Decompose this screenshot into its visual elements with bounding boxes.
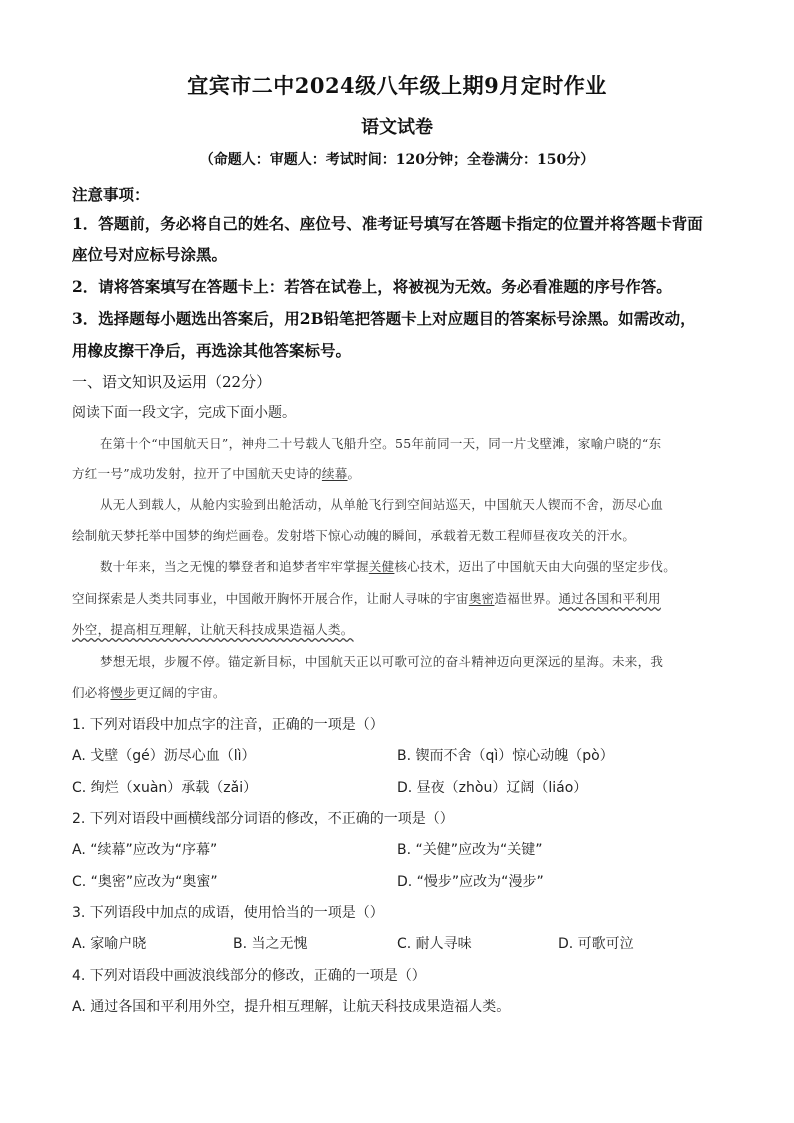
q2-option-c: C. “奥密”应改为“奥蜜” <box>72 874 218 890</box>
notice-item-3: 3．选择题每小题选出答案后，用2B铅笔把答题卡上对应题目的答案标号涂黑。如需改动， <box>72 309 696 328</box>
q2-option-d: D. “慢步”应改为“漫步” <box>397 874 544 890</box>
underlined-word: 奥密 <box>468 591 495 606</box>
q3-option-b: B. 当之无愧 <box>233 936 308 952</box>
q3-option-d: D. 可歌可泣 <box>558 936 634 952</box>
q1-option-c: C. 绚烂（xuàn）承载（zǎi） <box>72 780 258 796</box>
passage-text: 更辽阔的宇宙。 <box>136 685 226 700</box>
q4-option-a: A. 通过各国和平利用外空，提升相互理解，让航天科技成果造福人类。 <box>72 999 511 1015</box>
subject-title: 语文试卷 <box>361 117 433 138</box>
passage-p3-line3 <box>72 620 354 638</box>
passage-text: 。 <box>347 466 361 481</box>
underlined-word: 关健 <box>368 559 395 574</box>
notice-item-2: 2．请将答案填写在答题卡上：若答在试卷上，将被视为无效。务必看准题的序号作答。 <box>72 277 672 296</box>
q1-option-d: D. 昼夜（zhòu）辽阔（liáo） <box>397 780 588 796</box>
question-1: 1. 下列对语段中加点字的注音，正确的一项是（） <box>72 717 384 733</box>
wavy-underlined-text: 外空，提高相互理解，让航天科技成果造福人类。 <box>72 622 354 637</box>
section-heading: 一、语文知识及运用（22分） <box>72 373 272 391</box>
notice-item-1: 1．答题前，务必将自己的姓名、座位号、准考证号填写在答题卡指定的位置并将答题卡背面 <box>72 214 703 233</box>
passage-p1-line1: 在第十个“中国航天日”，神舟二十号载人飞船升空。55年前同一天，同一片戈壁滩，家喻户晓的“东 <box>100 436 662 451</box>
exam-title: 宜宾市二中2024级八年级上期9月定时作业 <box>187 73 607 98</box>
underlined-word: 续幕 <box>321 466 348 481</box>
notice-heading: 注意事项： <box>72 185 150 204</box>
wavy-underlined-text: 通过各国和平利用 <box>558 591 661 606</box>
notice-item-1-cont: 座位号对应标号涂黑。 <box>72 245 228 264</box>
passage-p3-line2 <box>72 589 661 607</box>
question-2: 2. 下列对语段中画横线部分词语的修改，不正确的一项是（） <box>72 811 454 827</box>
q3-option-c: C. 耐人寻味 <box>397 936 472 952</box>
passage-text: 数十年来，当之无愧的攀登者和追梦者牢牢掌握 <box>100 559 369 574</box>
passage-text: 们必将 <box>72 685 111 700</box>
q2-option-a: A. “续幕”应改为“序幕” <box>72 842 218 858</box>
passage-p3-line1 <box>100 557 676 575</box>
passage-text: 方红一号”成功发射，拉开了中国航天史诗的 <box>72 466 322 481</box>
passage-p4-line1: 梦想无垠，步履不停。锚定新目标，中国航天正以可歌可泣的奋斗精神迈向更深远的星海。未来，我 <box>100 654 664 669</box>
question-3: 3. 下列语段中加点的成语，使用恰当的一项是（） <box>72 905 384 921</box>
notice-item-3-cont: 用橡皮擦干净后，再选涂其他答案标号。 <box>72 341 352 360</box>
passage-p1-line2 <box>72 464 360 482</box>
underlined-word: 慢步 <box>110 685 137 700</box>
passage-text: 造福世界。 <box>494 591 559 606</box>
exam-info: （命题人：审题人：考试时间：120分钟；全卷满分：150分） <box>199 152 595 168</box>
passage-text: 空间探索是人类共同事业，中国敞开胸怀开展合作，让耐人寻味的宇宙 <box>72 591 469 606</box>
question-4: 4. 下列对语段中画波浪线部分的修改，正确的一项是（） <box>72 968 426 984</box>
q1-option-b: B. 锲而不舍（qì）惊心动魄（pò） <box>397 748 614 764</box>
q1-option-a: A. 戈壁（gé）沥尽心血（lì） <box>72 748 256 764</box>
passage-p2-line2: 绘制航天梦托举中国梦的绚烂画卷。发射塔下惊心动魄的瞬间，承载着无数工程师昼夜攻关的汗水。 <box>72 528 636 543</box>
q2-option-b: B. “关健”应改为“关键” <box>397 842 543 858</box>
passage-p2-line1: 从无人到载人，从舱内实验到出舱活动，从单舱飞行到空间站巡天，中国航天人锲而不舍，沥尽心血 <box>100 497 664 512</box>
q3-option-a: A. 家喻户晓 <box>72 936 147 952</box>
section-instruction: 阅读下面一段文字，完成下面小题。 <box>72 405 296 421</box>
passage-p4-line2 <box>72 683 226 701</box>
passage-text: 核心技术，迈出了中国航天由大向强的坚定步伐。 <box>394 559 677 574</box>
